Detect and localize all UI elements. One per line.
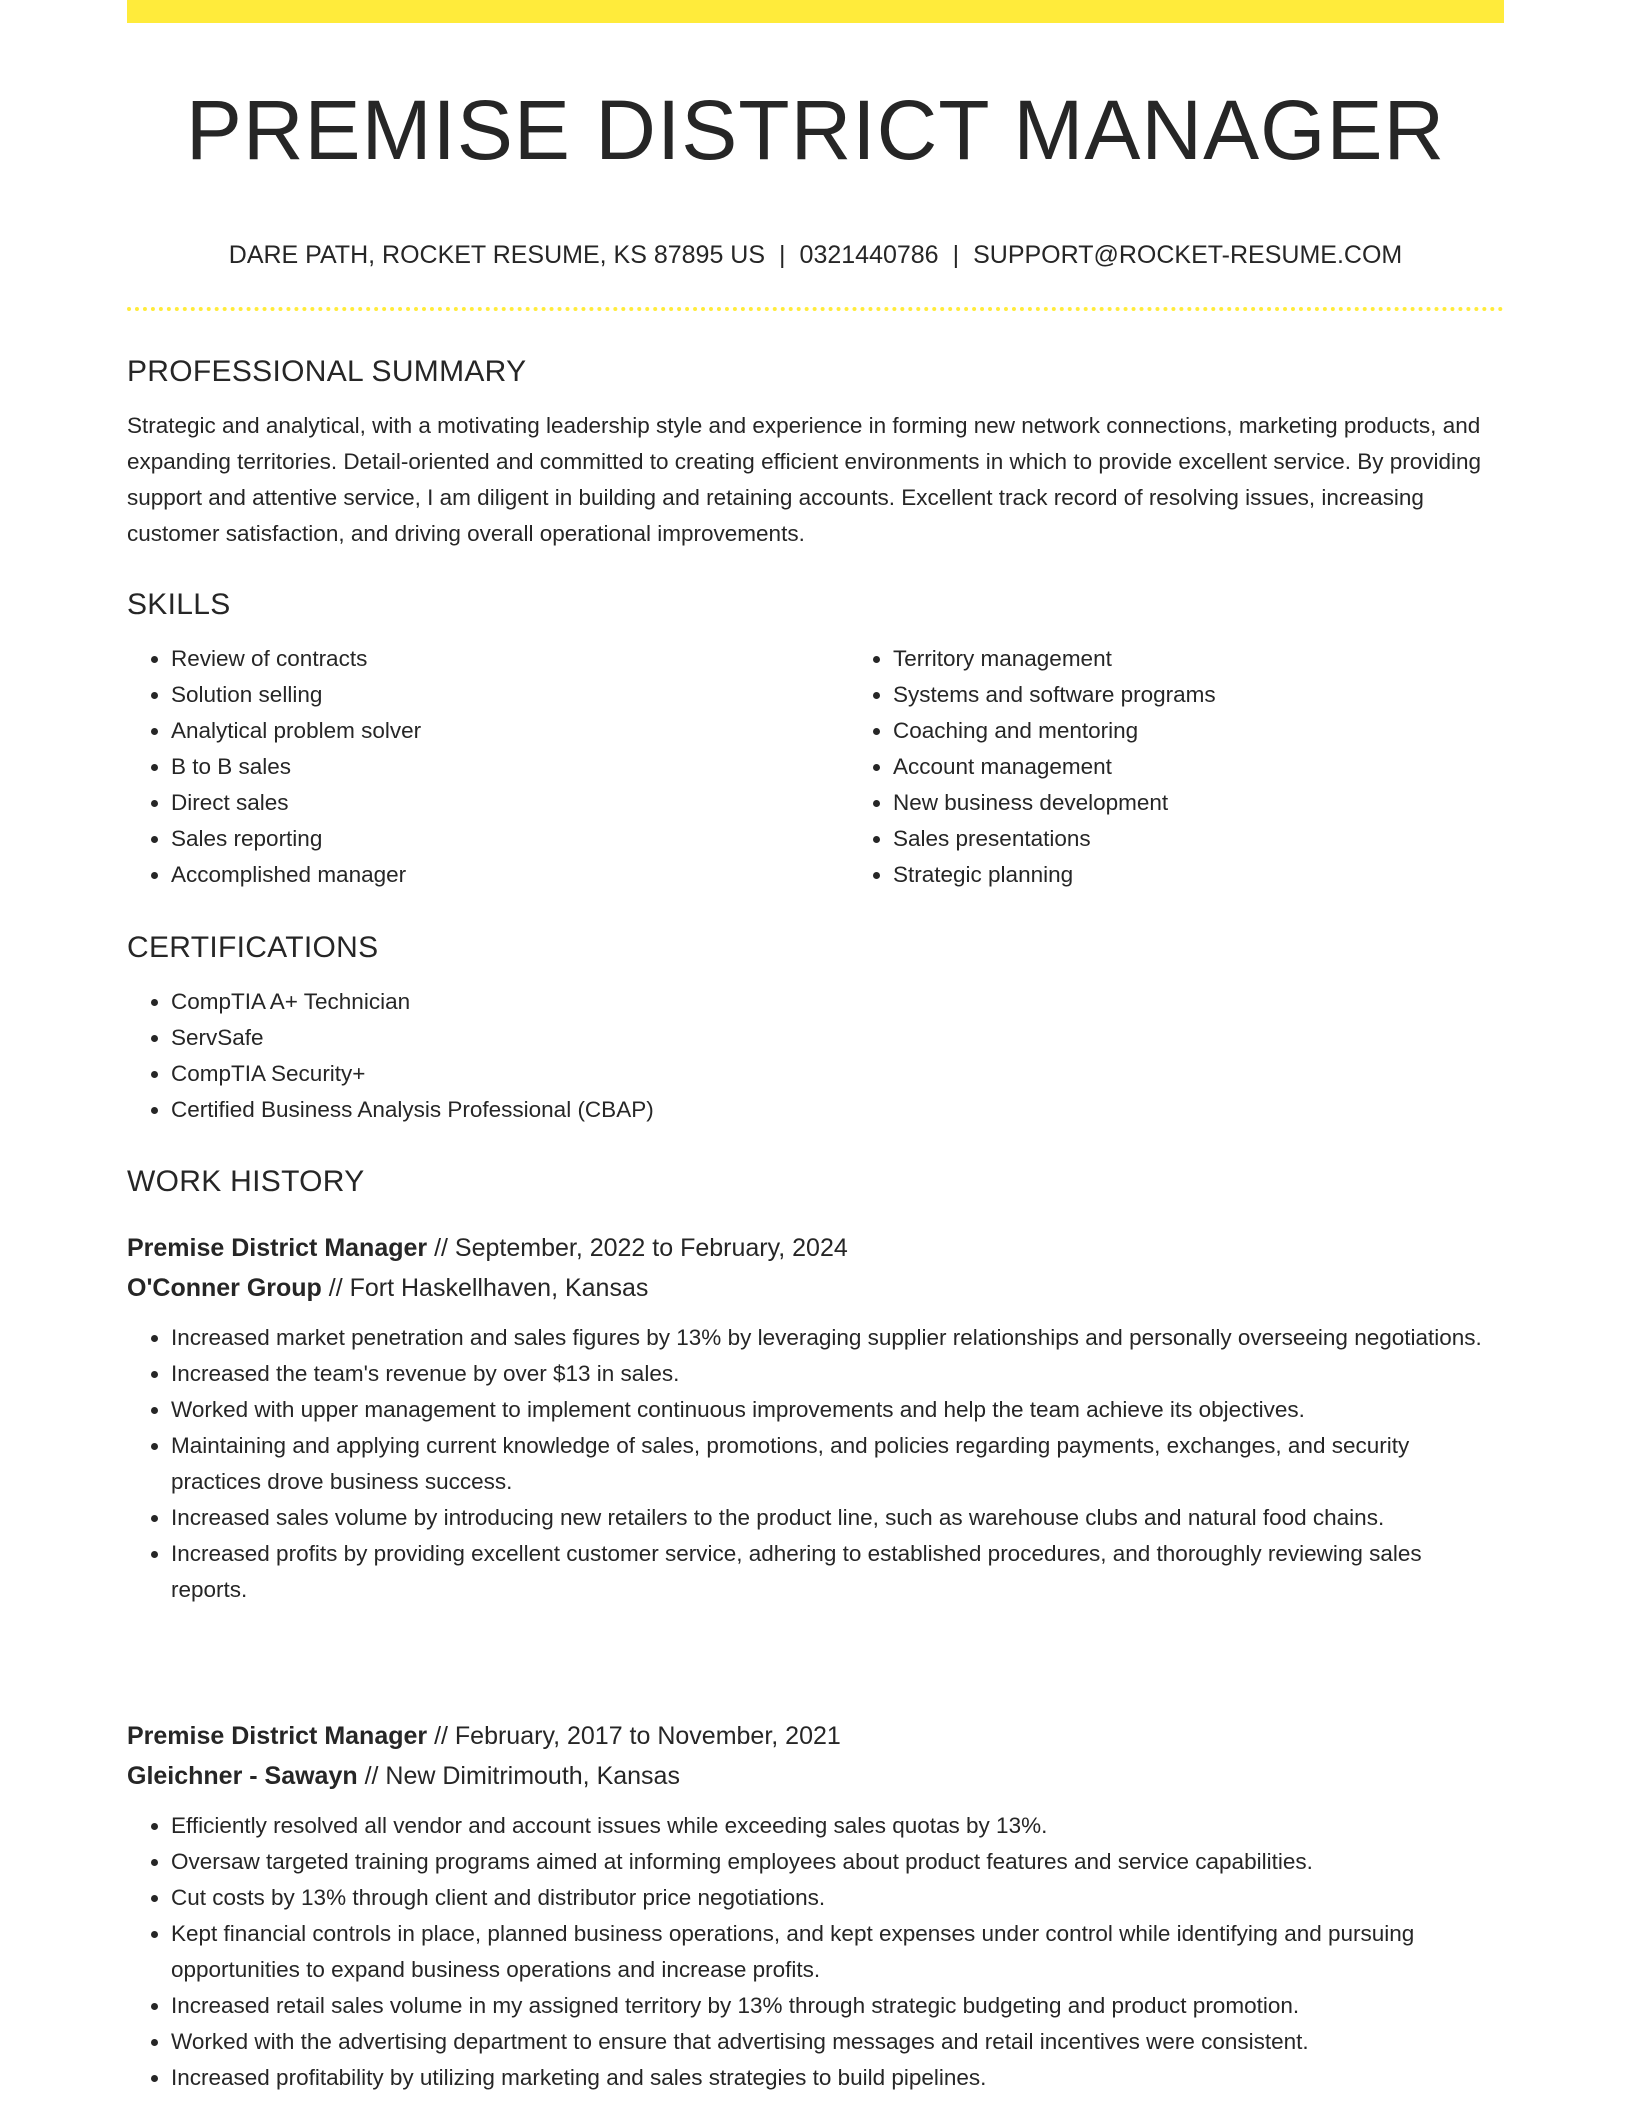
job-bullet: • Increased profits by providing excellent customer service, adhering to established procedures, and thoroughly reviewing sales reports. [171, 1536, 1504, 1608]
contact-separator: | [779, 241, 786, 269]
company-location: // Fort Haskellhaven, Kansas [321, 1274, 649, 1302]
skill-item: • Account management [893, 749, 1571, 785]
job-bullet: • Increased profitability by utilizing marketing and sales strategies to build pipelines. [171, 2060, 1504, 2096]
job-bullet: • Kept financial controls in place, planned business operations, and kept expenses under control while identifying and pursuing opportunities to expand business operations and increase profits. [171, 1916, 1504, 1988]
dotted-divider [127, 307, 1504, 311]
contact-phone: 0321440786 [799, 241, 939, 269]
job-title: Premise District Manager [127, 1234, 428, 1262]
section-title-summary: PROFESSIONAL SUMMARY [127, 355, 527, 388]
job-bullet: • Increased the team's revenue by over $13 in sales. [171, 1356, 1504, 1392]
skill-item: • B to B sales [171, 749, 849, 785]
company-line [127, 1268, 1504, 1308]
company-name: Gleichner - Sawayn [127, 1762, 358, 1790]
company-line [127, 1756, 1504, 1796]
skill-item: • Direct sales [171, 785, 849, 821]
contact-line [127, 238, 1504, 272]
skill-item: • Solution selling [171, 677, 849, 713]
job-entry [127, 1716, 1504, 2096]
contact-address: DARE PATH, ROCKET RESUME, KS 87895 US [228, 241, 766, 269]
accent-top-bar [127, 0, 1504, 23]
work-history-section [127, 1162, 1504, 1202]
certifications-list [127, 984, 1504, 1128]
certification-item: • ServSafe [171, 1020, 1504, 1056]
skill-item: • Accomplished manager [171, 857, 849, 893]
job-bullet: • Cut costs by 13% through client and distributor price negotiations. [171, 1880, 1504, 1916]
skill-item: • Review of contracts [171, 641, 849, 677]
job-bullet: • Efficiently resolved all vendor and account issues while exceeding sales quotas by 13%. [171, 1808, 1504, 1844]
skills-list-right [849, 641, 1571, 893]
summary-section [127, 352, 1504, 552]
skills-grid [127, 641, 1504, 893]
skill-item: • Territory management [893, 641, 1571, 677]
job-bullet: • Maintaining and applying current knowledge of sales, promotions, and policies regarding payments, exchanges, and security practices drove business success. [171, 1428, 1504, 1500]
skill-item: • Sales presentations [893, 821, 1571, 857]
skill-item: • Strategic planning [893, 857, 1571, 893]
skills-section [127, 585, 1504, 893]
summary-text: Strategic and analytical, with a motivating leadership style and experience in forming new network connections, marketing products, and expanding territories. Detail-oriented and committed to creating efficient environments in which to provide excellent service. By providing support and attentive service, I am diligent in building and retaining accounts. Excellent track record of resolving issues, increasing customer satisfaction, and driving overall operational improvements. [127, 413, 1482, 546]
skill-item: • Coaching and mentoring [893, 713, 1571, 749]
skill-item: • Systems and software programs [893, 677, 1571, 713]
job-dates: // February, 2017 to November, 2021 [427, 1722, 841, 1750]
job-bullet: • Increased market penetration and sales figures by 13% by leveraging supplier relationships and personally overseeing negotiations. [171, 1320, 1504, 1356]
contact-email: SUPPORT@ROCKET-RESUME.COM [973, 241, 1403, 269]
company-location: // New Dimitrimouth, Kansas [357, 1762, 680, 1790]
certification-item: • Certified Business Analysis Professional (CBAP) [171, 1092, 1504, 1128]
job-bullet: • Worked with upper management to implement continuous improvements and help the team achieve its objectives. [171, 1392, 1504, 1428]
skill-item: • Sales reporting [171, 821, 849, 857]
job-bullet: • Oversaw targeted training programs aimed at informing employees about product features and service capabilities. [171, 1844, 1504, 1880]
job-entry [127, 1228, 1504, 1608]
job-title-line [127, 1716, 1504, 1756]
job-bullet: • Worked with the advertising department to ensure that advertising messages and retail incentives were consistent. [171, 2024, 1504, 2060]
job-title: Premise District Manager [127, 1722, 428, 1750]
resume-name: PREMISE DISTRICT MANAGER [185, 83, 1446, 177]
certification-item: • CompTIA A+ Technician [171, 984, 1504, 1020]
skills-list-left [127, 641, 849, 893]
job-bullets [127, 1320, 1504, 1608]
contact-separator: | [952, 241, 960, 269]
job-dates: // September, 2022 to February, 2024 [427, 1234, 848, 1262]
job-bullet: • Increased retail sales volume in my assigned territory by 13% through strategic budgeting and product promotion. [171, 1988, 1504, 2024]
section-title-skills: SKILLS [127, 588, 231, 621]
job-title-line [127, 1228, 1504, 1268]
job-bullet: • Increased sales volume by introducing new retailers to the product line, such as warehouse clubs and natural food chains. [171, 1500, 1504, 1536]
company-name: O'Conner Group [127, 1274, 322, 1302]
skill-item: • Analytical problem solver [171, 713, 849, 749]
skill-item: • New business development [893, 785, 1571, 821]
section-title-work: WORK HISTORY [127, 1165, 365, 1198]
certification-item: • CompTIA Security+ [171, 1056, 1504, 1092]
job-bullets [127, 1808, 1504, 2096]
section-title-certifications: CERTIFICATIONS [127, 931, 379, 964]
certifications-section [127, 928, 1504, 1128]
